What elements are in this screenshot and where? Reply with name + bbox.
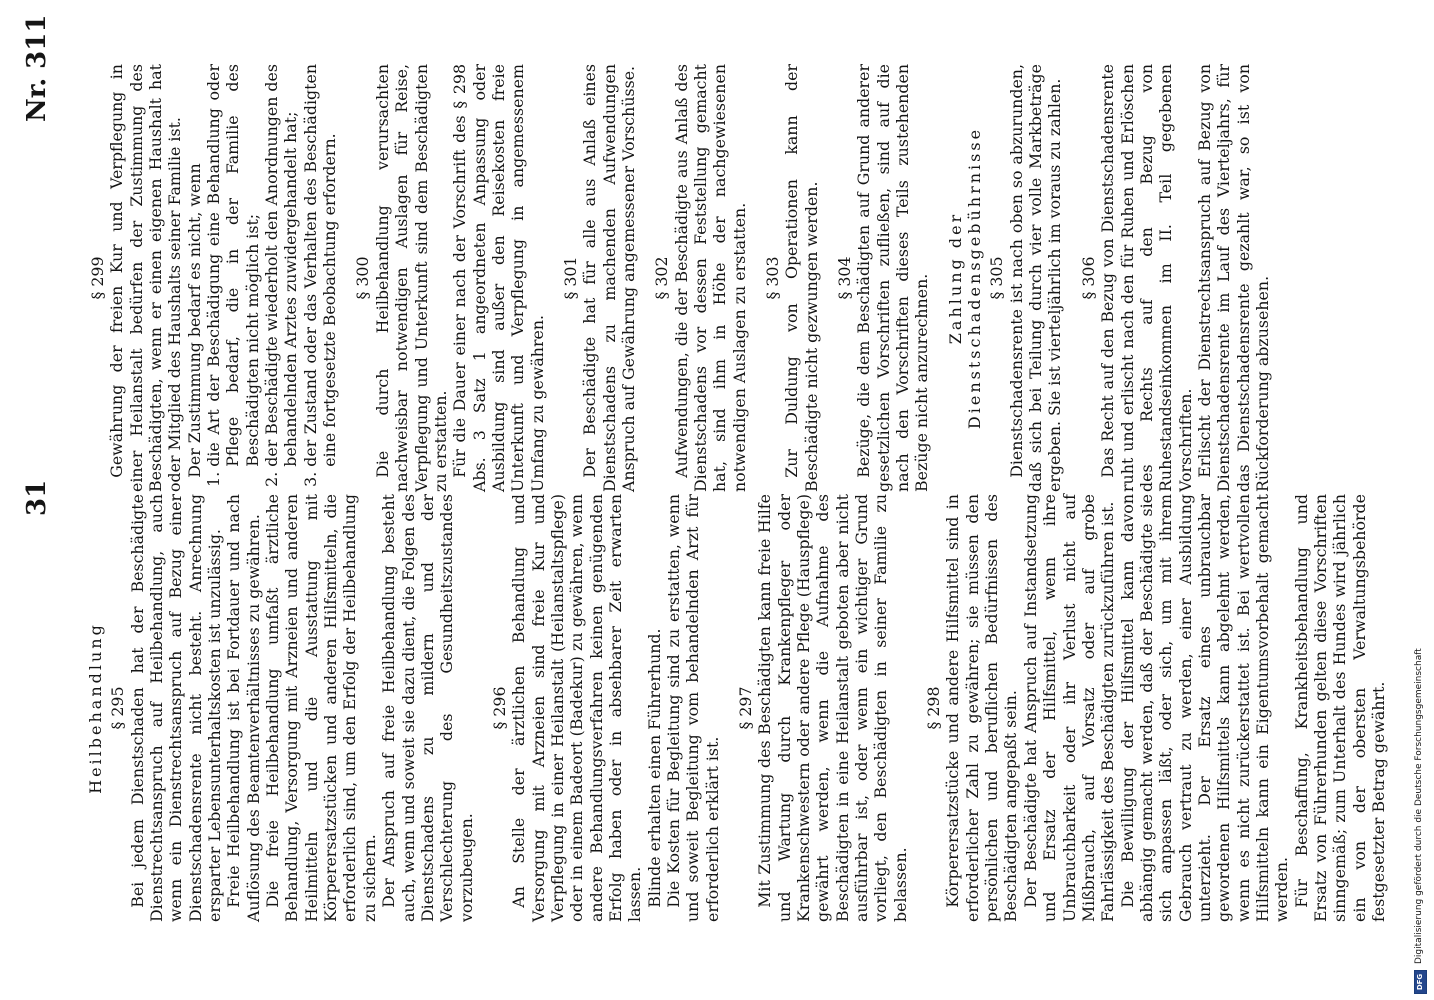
paragraph: Gewährung der freien Kur und Verpflegung in einer Heilanstalt bedürfen der Zustimmung des Beschädigten, wenn er einen eigenen Haushalt hat oder Mitglied des Haushalts seiner Familie ist.: [107, 64, 185, 492]
paragraph: Die Bewilligung der Hilfsmittel kann davon abhängig gemacht werden, daß der Beschädigte sie sich anpassen läßt, oder sich, um mit ihrem Gebrauch vertraut zu werden, einer Ausbildung unterzieht. Der Ersatz eines unbrauchbar gewordenen Hilfsmittels kann abgelehnt werden, wenn es nicht zurückerstattet ist. Bei wertvollen Hilfsmitteln kann ein Eigentumsvorbehalt gemacht werden.: [1117, 494, 1292, 922]
section-heading-heilbehandlung: Heilbehandlung: [86, 622, 105, 794]
right-column: [86, 64, 1272, 492]
section-title-297: § 297: [736, 686, 755, 730]
list-item: 3. der Zustand oder das Verhalten des Beschädigten eine fortgesetzte Beobachtung erfordern.: [301, 64, 340, 467]
section-heading-zahlung: Zahlung der Dienstschadensgebührnisse: [945, 126, 985, 430]
paragraph: Der Beschädigte hat Anspruch auf Instandsetzung und Ersatz der Hilfsmittel, wenn ihre Unbrauchbarkeit oder ihr Verlust nicht auf Mißbrauch, auf Vorsatz oder auf grobe Fahrlässigkeit des Beschädigten zurückzuführen ist.: [1020, 494, 1118, 922]
paragraph: Bezüge, die dem Beschädigten auf Grund anderer gesetzlichen Vorschriften zufließen, sind auf die nach den Vorschriften dieses Teils zustehenden Bezüge nicht anzurechnen.: [854, 64, 932, 492]
paragraph: Der Anspruch auf freie Heilbehandlung besteht auch, wenn und soweit sie dazu dient, die Folgen des Dienstschadens zu mildern und der Verschlechterung des Gesundheitszustandes vorzubeugen.: [379, 494, 476, 922]
paragraph: Die Kosten für Begleitung sind zu erstatten, wenn und soweit Begleitung vom behandelnden Arzt für erforderlich erklärt ist.: [663, 494, 722, 922]
paragraph: Bei jedem Dienstschaden hat der Beschädigte Dienstrechtsanspruch auf Heilbehandlung, auch wenn ein Dienstrechtsanspruch auf Bezug einer Dienstschadensrente nicht besteht. Anrechnung ersparter Lebensunterhaltskosten ist unzulässig.: [127, 494, 225, 922]
section-title-304: § 304: [835, 256, 855, 300]
paragraph: Für Beschaffung, Krankheitsbehandlung und Ersatz von Führerhunden gelten diese Vorschriften sinngemäß; zum Unterhalt des Hundes wird jährlich ein von der obersten Verwaltungsbehörde festgesetzter Betrag gewährt.: [1291, 494, 1388, 922]
paragraph: Dienstschadensrente ist nach oben so abzurunden, daß sich bei Teilung durch vier volle Markbeträge ergeben. Sie ist vierteljährlich im voraus zu zahlen.: [1006, 64, 1065, 492]
section-title-306: § 306: [1078, 256, 1098, 300]
left-column: [86, 494, 1388, 922]
section-title-305: § 305: [987, 256, 1007, 300]
paragraph: Das Recht auf den Bezug von Dienstschadensrente ruht und erlischt nach den für Ruhen und Erlöschen des Rechts auf den Bezug von Ruhestandseinkommen im II. Teil gegebenen Vorschriften.: [1098, 64, 1195, 492]
page-number: 31: [22, 479, 52, 516]
section-title-303: § 303: [763, 256, 782, 300]
paragraph: Die durch Heilbehandlung verursachten nachweisbar notwendigen Auslagen für Reise, Verpflegung und Unterkunft sind dem Beschädigten zu erstatten.: [372, 64, 450, 492]
section-title-296: § 296: [489, 686, 509, 730]
dfg-logo-icon: DFG: [1414, 970, 1427, 994]
paragraph: Zur Duldung von Operationen kann der Beschädigte nicht gezwungen werden.: [782, 64, 821, 492]
section-title-295: § 295: [108, 686, 128, 730]
paragraph: Der Beschädigte hat für alle aus Anlaß eines Dienstschadens zu machenden Aufwendungen Anspruch auf Gewährung angemessener Vorschüsse.: [580, 64, 638, 492]
paragraph: Erlischt der Dienstrechtsanspruch auf Bezug von Dienstschadensrente im Lauf des Vierteljahrs, für das Dienstschadensrente gezahlt war, so ist von Rückforderung abzusehen.: [1194, 64, 1272, 492]
paragraph: Der Zustimmung bedarf es nicht, wenn: [184, 163, 204, 478]
section-title-299: § 299: [88, 256, 107, 300]
paragraph: Körperersatzstücke und andere Hilfsmittel sind in erforderlicher Zahl zu gewähren; sie müssen den persönlichen und beruflichen Bedürfnissen des Beschädigten angepaßt sein.: [943, 494, 1021, 922]
list-item: 1. die Art der Beschädigung eine Behandlung oder Pflege bedarf, die in der Familie des Beschädigten nicht möglich ist;: [204, 64, 262, 467]
section-title-302: § 302: [652, 256, 672, 300]
paragraph: Mit Zustimmung des Beschädigten kann freie Hilfe und Wartung durch Krankenpfleger oder Krankenschwestern oder andere Pflege (Hauspflege) gewährt werden, wenn die Aufnahme des Beschädigten in eine Heilanstalt geboten aber nicht ausführbar ist, oder wenn ein wichtiger Grund vorliegt, den Beschädigten in seiner Familie zu belassen.: [755, 494, 910, 922]
paragraph: Freie Heilbehandlung ist bei Fortdauer und nach Auflösung des Beamtenverhältnisses zu gewähren.: [224, 494, 263, 922]
issue-number: Nr. 311: [22, 14, 52, 122]
paragraph: Blinde erhalten einen Führerhund.: [644, 628, 664, 908]
section-title-301: § 301: [560, 256, 580, 300]
paragraph: Die freie Heilbehandlung umfaßt ärztliche Behandlung, Versorgung mit Arzneien und anderen Heilmitteln und die Ausstattung mit Körperersatzstücken und anderen Hilfsmitteln, die erforderlich sind, um den Erfolg der Heilbehandlung zu sichern.: [263, 494, 379, 922]
paragraph: Aufwendungen, die der Beschädigte aus Anlaß des Dienstschadens vor dessen Feststellung gemacht hat, sind ihm in Höhe der nachgewiesenen notwendigen Auslagen zu erstatten.: [671, 64, 749, 492]
list-item: 2. der Beschädigte wiederholt den Anordnungen des behandelnden Arztes zuwidergehandelt hat;: [262, 64, 301, 467]
section-title-298: § 298: [924, 686, 944, 730]
paragraph: Für die Dauer einer nach der Vorschrift des § 298 Abs. 3 Satz 1 angeordneten Anpassung oder Ausbildung sind außer den Reisekosten freie Unterkunft und Verpflegung in angemessenem Umfang zu gewähren.: [450, 64, 547, 492]
digitization-credit: Digitalisierung gefördert durch die Deutsche Forschungsgemeinschaft: [1414, 648, 1424, 964]
numbered-list: [204, 64, 339, 492]
paragraph: An Stelle der ärztlichen Behandlung und Versorgung mit Arzneien sind freie Kur und Verpflegung in einer Heilanstalt (Heilanstaltspflege) oder in einem Badeort (Badekur) zu gewähren, wenn andere Behandlungsverfahren keinen genügenden Erfolg haben oder in absehbarer Zeit erwarten lassen.: [509, 494, 645, 922]
section-title-300: § 300: [353, 256, 373, 300]
dfg-logo: [1414, 970, 1427, 994]
